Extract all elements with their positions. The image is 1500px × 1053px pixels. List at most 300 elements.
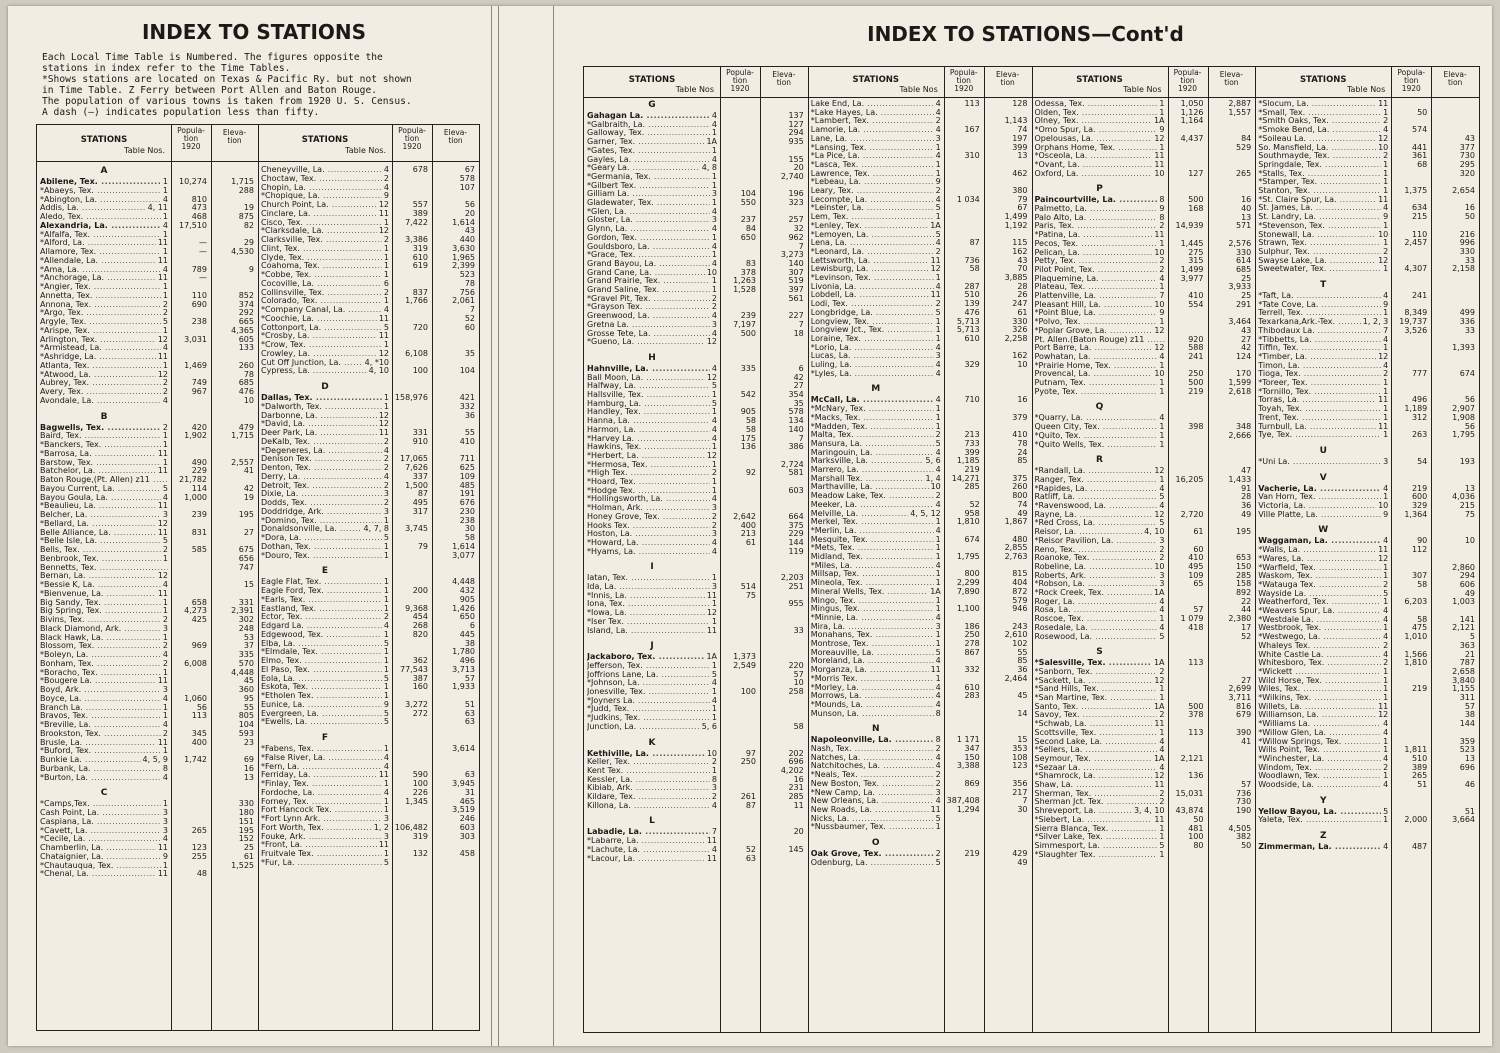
elevation-value: 42 [1241, 343, 1252, 353]
table-number: 4 [162, 772, 168, 782]
population-value: 4,307 [1404, 264, 1428, 274]
elevation-value: 27 [1241, 675, 1252, 685]
elevation-value: 523 [1459, 745, 1475, 755]
population-value: 60 [1193, 544, 1204, 554]
intro-line: stations in index refer to the Time Tables. [42, 63, 291, 74]
station-name: *Prairie Home, Tex. ..... [1035, 361, 1165, 371]
population-value: 867 [964, 647, 980, 657]
table-number: 9 [1383, 299, 1389, 309]
table-number: 2 [162, 299, 168, 309]
population-value: 319 [412, 243, 428, 253]
table-number: 12 [1378, 133, 1389, 143]
left-page [26, 6, 482, 1046]
table-number: 1 [383, 586, 389, 595]
population-value: 57 [1193, 605, 1204, 615]
section-letter: Y [1319, 795, 1327, 806]
table-number: 2 [1383, 116, 1389, 126]
table-number: 3 [711, 503, 717, 513]
station-name: *McNary, Tex. ..... [811, 404, 941, 414]
population-value: 710 [964, 395, 980, 405]
station-name: *Uni La. ..... [1258, 457, 1388, 467]
station-name: Sherman Jct. Tex. ..... [1035, 797, 1165, 807]
elevation-value: 13 [243, 772, 254, 782]
station-name: *Wickett ..... [1258, 667, 1388, 677]
population-value: 329 [964, 360, 980, 369]
station-row [258, 717, 479, 727]
station-name: *Germania, Tex. ..... [587, 172, 717, 182]
population-value: 5,713 [956, 325, 980, 335]
station-name: Cut Off Junction, La. ..... [261, 358, 389, 368]
table-number: 4 [383, 182, 389, 192]
elevation-value: 63 [464, 708, 475, 718]
station-name: *Beaulieu, La. ..... [40, 501, 168, 511]
table-number: 1A [1153, 588, 1165, 597]
elevation-value: 404 [1012, 578, 1028, 588]
station-name: Moreauville, La. ..... [811, 648, 941, 658]
population-value: 610 [412, 252, 428, 262]
elevation-header [211, 125, 258, 165]
table-number: 2 [162, 387, 168, 396]
station-name: Gilliam La. ..... [587, 189, 717, 199]
elevation-value: 410 [459, 436, 475, 446]
table-number: 4 [162, 395, 168, 405]
table-number: 10 [1378, 229, 1389, 239]
table-number: 11 [157, 501, 168, 511]
elevation-value: 1,426 [452, 603, 475, 613]
section-letter: A [100, 166, 108, 176]
table-number: 6 [383, 278, 389, 288]
station-name: Mansura, La. ..... [811, 439, 941, 449]
population-value: 362 [412, 656, 428, 665]
table-number: 4 [1159, 762, 1165, 772]
elevation-value: 2,654 [1452, 186, 1475, 195]
table-number: 11 [157, 238, 168, 248]
population-value: 132 [412, 849, 428, 858]
population-value: 1,528 [733, 285, 756, 294]
station-name: Port Barre, La. ..... [1035, 343, 1165, 353]
station-name: *Coochie, La. ..... [261, 314, 389, 324]
elevation-value: 29 [243, 238, 254, 248]
population-value: 43,874 [1175, 806, 1204, 816]
elevation-value: 78 [464, 278, 475, 288]
table-number: 1 [1159, 378, 1165, 387]
elevation-value: 2,666 [1228, 430, 1252, 440]
station-name: *Grayson Tex. ..... [587, 302, 717, 312]
table-number: 4 [935, 238, 941, 248]
station-name: Clarksville, Tex. ..... [261, 235, 389, 245]
table-number: 11 [1154, 719, 1165, 729]
station-name: *Innis, La. ..... [587, 591, 717, 601]
station-row [1255, 457, 1479, 467]
table-number: 1 [935, 412, 941, 422]
population-value: 3,977 [1180, 273, 1204, 283]
station-name: *Finlay, Tex. ..... [261, 779, 389, 789]
population-value: 1,000 [184, 492, 207, 502]
table-number: 12 [1154, 675, 1165, 685]
population-value: 100 [412, 779, 428, 788]
table-number: 1 [162, 431, 168, 441]
table-number: 2 [935, 849, 941, 858]
station-row [808, 858, 1032, 868]
population-value: 1 079 [1180, 614, 1204, 624]
stations-header [37, 125, 172, 161]
section-letter: E [321, 566, 329, 577]
elevation-value: 1,715 [231, 177, 254, 186]
table-number: 5 [1159, 518, 1165, 528]
table-number: 1 [1383, 815, 1389, 825]
elevation-value: 30 [464, 524, 475, 534]
elevation-value: 41 [243, 466, 254, 476]
elevation-value: 13 [1017, 151, 1028, 161]
station-name: Oxford, La. ..... [1035, 169, 1165, 179]
elevation-value: 3,711 [1228, 693, 1252, 702]
table-number: 1 [383, 849, 389, 858]
elevation-value: 28 [1017, 281, 1028, 291]
station-name: Shaw, La. ..... [1035, 780, 1165, 790]
table-number: 12 [378, 348, 389, 358]
population-header-label: 1920 [1177, 84, 1198, 93]
table-number: 1 [162, 247, 168, 256]
elevation-value: 229 [788, 529, 804, 539]
population-value: 585 [191, 545, 207, 554]
station-name: Woodside, La. ..... [1258, 780, 1388, 790]
population-value: 969 [191, 641, 207, 651]
population-value: 9,368 [405, 603, 428, 613]
elevation-value: 397 [788, 285, 804, 294]
table-number: 1 [383, 270, 389, 279]
station-name: Sherman, Tex. ..... [1035, 789, 1165, 799]
station-name: *Timber, La. ..... [1258, 352, 1388, 362]
table-number: 2 [1383, 151, 1389, 161]
station-name: Mira, La. ..... [811, 622, 941, 632]
elevation-value: 25 [1241, 291, 1252, 300]
elevation-value: 202 [788, 748, 804, 758]
elevation-value: 58 [793, 721, 804, 731]
station-name: Ville Platte, La. ..... [1258, 510, 1388, 520]
column-header [1255, 67, 1479, 98]
station-row [584, 626, 808, 636]
table-number: 1 [1383, 571, 1389, 581]
elevation-value: 193 [1459, 456, 1475, 466]
table-number: 1 [711, 276, 717, 286]
station-column [808, 67, 1033, 1032]
elevation-value: 10 [1464, 536, 1475, 546]
population-value: 186 [964, 621, 980, 631]
table-number: 5 [935, 647, 941, 657]
elevation-value: 16 [1241, 195, 1252, 205]
population-value: 389 [412, 208, 428, 218]
elevation-value: 674 [1459, 369, 1475, 379]
elevation-value: 141 [1459, 614, 1475, 624]
elevation-value: 36 [464, 410, 475, 420]
table-number: 5 [383, 673, 389, 683]
elevation-value: 104 [459, 366, 475, 376]
table-number: 4 [1383, 649, 1389, 659]
table-number: 2 [383, 235, 389, 244]
elevation-value: 330 [1459, 246, 1475, 256]
population-value: 329 [1411, 501, 1428, 510]
table-number: 4, 10 [1144, 527, 1165, 537]
elevation-value: 579 [1012, 595, 1028, 605]
table-number: 4, *10 [364, 357, 389, 367]
table-number: 1 [162, 282, 168, 291]
station-name: Putnam, Tex. ..... [1035, 378, 1165, 388]
table-number: 11 [157, 527, 168, 537]
table-number: 2 [162, 615, 168, 624]
population-value: 1,364 [1404, 509, 1428, 519]
table-number: 2 [162, 378, 168, 388]
elevation-value: 49 [1017, 508, 1028, 518]
station-name: *Dora, La. ..... [261, 533, 389, 543]
station-name: *Howard, La. ..... [587, 538, 717, 548]
table-number: 4 [1383, 719, 1389, 729]
table-number: 3 [1383, 456, 1389, 466]
station-name: Willets, La. ..... [1258, 702, 1388, 712]
elevation-value: 380 [1012, 186, 1028, 195]
table-number: 1 [1383, 186, 1389, 195]
table-number: 1 [1383, 308, 1389, 318]
stations-header [1255, 67, 1392, 97]
elevation-value: 295 [1459, 159, 1475, 169]
table-number: 5 [935, 229, 941, 239]
table-number: 4 [711, 800, 717, 810]
elevation-value: 330 [1235, 247, 1252, 257]
table-number: 1 [1383, 623, 1389, 633]
table-number: 3, 4, 10 [1133, 806, 1165, 816]
elevation-value: 2,158 [1452, 264, 1475, 274]
population-value: 398 [1188, 422, 1204, 432]
elevation-value: 46 [1464, 780, 1475, 789]
page-title: INDEX TO STATIONS—Cont'd [867, 22, 1184, 46]
table-number: 1 [935, 534, 941, 544]
station-name: Tioga, Tex. ..... [1258, 369, 1388, 379]
population-header-label: tion [404, 134, 420, 143]
elevation-value: 63 [464, 717, 475, 727]
population-value: 87 [745, 800, 756, 810]
population-value: 226 [412, 787, 428, 797]
elevation-value: 519 [788, 276, 804, 286]
table-number: 1 [1383, 168, 1389, 178]
population-value: 733 [964, 438, 980, 448]
population-value: 136 [1188, 771, 1204, 781]
station-name: *Small, Tex. ..... [1258, 108, 1388, 118]
elevation-value: 4,448 [231, 667, 254, 677]
station-name: Eola, La. ..... [261, 674, 389, 684]
table-number: 11 [378, 428, 389, 437]
population-value: 2,720 [1180, 509, 1204, 519]
station-name: Eagle Ford, Tex. ..... [261, 586, 389, 596]
section-letter: O [871, 838, 880, 848]
elevation-value: 162 [1012, 351, 1028, 361]
station-name: Dallas, Tex. ..... [261, 393, 389, 403]
station-name: *Randall, La. ..... [1035, 466, 1165, 476]
table-number: 5 [383, 533, 389, 542]
table-number: 11 [157, 273, 168, 283]
station-name: *Company Canal, La. ..... [261, 305, 389, 315]
station-name: Loraine, Tex. ..... [811, 334, 941, 344]
station-name: Detroit, Tex. ..... [261, 481, 389, 491]
station-name: *Gilbert Tex. ..... [587, 181, 717, 191]
table-number: 2 [1159, 788, 1165, 798]
population-value: 674 [964, 534, 980, 544]
table-number: 1 [711, 713, 717, 723]
elevation-value: 390 [1235, 727, 1252, 737]
station-name: Paris, Tex. ..... [1035, 221, 1165, 231]
population-value: 831 [191, 527, 207, 537]
table-number: 2 [383, 612, 389, 622]
table-number: 2 [1159, 710, 1165, 720]
population-value: 50 [1193, 814, 1204, 824]
table-number: 4 [162, 220, 168, 230]
table-number: 1A [1153, 116, 1165, 126]
table-number: 4 [935, 107, 941, 117]
elevation-value: 2,399 [452, 261, 475, 271]
station-name: *Clarksdale, La. ..... [261, 226, 389, 236]
station-name: Coahoma, Tex. ..... [261, 261, 389, 271]
station-row [258, 858, 479, 868]
elevation-value: 6 [798, 363, 804, 373]
station-name: Hallsville, Tex. ..... [587, 390, 717, 400]
station-name: *Macks, Tex. ..... [811, 413, 941, 423]
station-name: *Johnson, La. ..... [587, 678, 717, 688]
station-name: Elba, La. ..... [261, 639, 389, 649]
elevation-value: 1,499 [1004, 212, 1028, 222]
station-name: Napoleonville, La. ..... [811, 735, 941, 745]
population-value: 278 [964, 639, 980, 648]
population-value: — [199, 238, 207, 248]
station-name: *Neals, Tex. ..... [811, 770, 941, 780]
table-number: 2 [935, 770, 941, 780]
elevation-value: 356 [1012, 778, 1028, 788]
elevation-value: 115 [1012, 238, 1028, 248]
table-number: 4 [935, 99, 941, 108]
table-number: 1 [1159, 360, 1165, 370]
station-name: *Soileau La. ..... [1258, 134, 1388, 144]
table-number: 8 [935, 735, 941, 745]
table-number: 12 [1154, 466, 1165, 476]
population-value: 250 [740, 757, 756, 767]
station-name: *Westwego, La. ..... [1258, 632, 1388, 642]
population-value: 285 [964, 482, 980, 492]
population-value: 3,526 [1404, 325, 1428, 335]
table-number: 3 [383, 489, 389, 499]
table-number: 1 [1159, 849, 1165, 859]
elevation-header-label: Eleva- [996, 70, 1020, 79]
elevation-value: 485 [459, 480, 475, 490]
station-name: *Williams La. ..... [1258, 719, 1388, 729]
table-number: 1, 4 [925, 473, 941, 483]
station-name: *Stamper, Tex. ..... [1258, 177, 1388, 187]
station-name: Hahnville, La. ..... [587, 364, 717, 374]
population-value: 1,742 [184, 755, 207, 764]
table-number: 4 [935, 560, 941, 570]
population-value: 219 [964, 465, 980, 474]
station-row [1255, 510, 1479, 520]
population-value: 10,274 [179, 177, 207, 186]
station-name: *Fern, La. ..... [261, 762, 389, 772]
table-number: 4 [711, 695, 717, 705]
elevation-value: 3,273 [780, 250, 804, 260]
population-value: 160 [412, 682, 428, 692]
table-number: 11 [706, 853, 717, 863]
table-number: 4 [935, 151, 941, 161]
elevation-value: 730 [1235, 797, 1252, 807]
station-name: Baton Rouge,(Pt. Allen) z11 ..... [40, 475, 168, 485]
population-value: 1,050 [1180, 99, 1204, 108]
elevation-value: 257 [788, 215, 804, 225]
population-value: 1,185 [956, 456, 980, 466]
table-number: 2 [383, 463, 389, 472]
table-number: 2 [1383, 658, 1389, 668]
table-number: 1 [1383, 492, 1389, 502]
station-name: *Ama, La. ..... [40, 265, 168, 275]
population-value: 495 [1188, 561, 1204, 571]
elevation-value: 1,003 [1452, 597, 1475, 607]
station-name: Plattenville, La. ..... [1035, 291, 1165, 301]
table-number: 1 [1159, 317, 1165, 327]
elevation-value: 730 [1459, 151, 1475, 161]
elevation-value: 4,530 [231, 247, 254, 256]
elevation-value: 67 [464, 165, 475, 174]
table-number: 2 [1383, 246, 1389, 256]
station-name: Weatherford, Tex. ..... [1258, 597, 1388, 607]
population-value: 58 [745, 416, 756, 426]
table-number: 2 [1159, 264, 1165, 274]
elevation-value: 227 [788, 311, 804, 321]
station-name: Toyah, Tex. ..... [1258, 404, 1388, 414]
station-name: *Herbert, La. ..... [587, 451, 717, 461]
population-value: 241 [1411, 291, 1428, 300]
elevation-value: 190 [1235, 806, 1252, 816]
station-name: Grand Bayou, La. ..... [587, 259, 717, 269]
station-name: *Bienvenue, La. ..... [40, 589, 168, 599]
table-number: 1 [383, 656, 389, 665]
station-name: Natches, La. ..... [811, 753, 941, 763]
elevation-value: 247 [1012, 299, 1028, 309]
station-name: Cisco, Tex. ..... [261, 218, 389, 228]
station-name: Bagwells, Tex. ..... [40, 423, 168, 433]
elevation-header [760, 67, 808, 101]
population-value: 1,100 [956, 604, 980, 614]
table-number: 1 [935, 578, 941, 588]
station-name: *Wares, La. ..... [1258, 554, 1388, 564]
population-value: 500 [740, 328, 756, 338]
station-name: *Chopique, La. ..... [261, 191, 389, 201]
station-name: *Camps,Tex. ..... [40, 799, 168, 809]
elevation-value: 2,699 [1228, 684, 1252, 694]
table-number: 4 [1159, 622, 1165, 632]
table-number: 4 [162, 693, 168, 703]
elevation-value: 331 [238, 597, 254, 607]
table-number: 12 [1154, 325, 1165, 335]
elevation-value: 3,077 [452, 550, 475, 560]
station-name: *Robson, La. ..... [1035, 579, 1165, 589]
station-name: *Walls, La. ..... [1258, 545, 1388, 555]
population-value: 387 [412, 673, 428, 683]
elevation-value: 2,576 [1228, 238, 1252, 248]
station-name: Ratliff, La. ..... [1035, 492, 1165, 502]
station-row [37, 869, 258, 879]
table-number: 4, 5, 12 [910, 508, 941, 518]
table-number: 5 [383, 717, 389, 727]
table-number: 11 [378, 840, 389, 850]
table-number: 2 [1383, 579, 1389, 589]
station-name: Mesquite, Tex. ..... [811, 535, 941, 545]
section-letter: R [1096, 455, 1103, 466]
section-letter: W [1318, 525, 1329, 536]
station-name: *Lyles, La. ..... [811, 369, 941, 379]
station-name: Kessler, La. ..... [587, 775, 717, 785]
